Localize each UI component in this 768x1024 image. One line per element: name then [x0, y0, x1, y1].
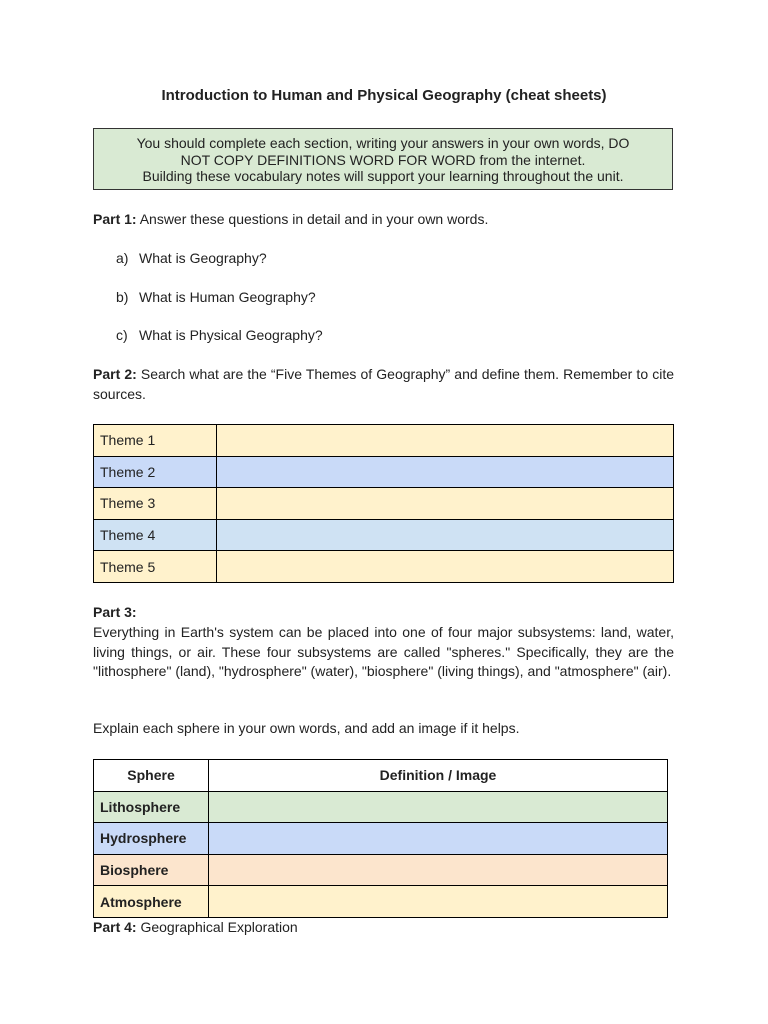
- table-row: [94, 551, 674, 583]
- table-header-row: [94, 760, 668, 792]
- theme-answer-cell[interactable]: [217, 425, 674, 457]
- question-b: [116, 289, 316, 305]
- theme-answer-cell[interactable]: [217, 456, 674, 488]
- question-text: What is Physical Geography?: [139, 327, 323, 343]
- table-row: [94, 823, 668, 855]
- sphere-label: Biosphere: [94, 854, 209, 886]
- theme-label: Theme 3: [94, 488, 217, 520]
- page-title: Introduction to Human and Physical Geography (cheat sheets): [161, 87, 607, 104]
- part3-heading: [93, 603, 674, 623]
- table-row: [94, 425, 674, 457]
- theme-label: Theme 5: [94, 551, 217, 583]
- theme-answer-cell[interactable]: [217, 519, 674, 551]
- question-letter: b): [116, 289, 129, 305]
- table-row: [94, 519, 674, 551]
- sphere-label: Atmosphere: [94, 886, 209, 918]
- part3-description: Everything in Earth's system can be placed into one of four major subsystems: land, water, living things, or air. These four subsystems are called "spheres." Specifically, they are the "lithosphere" (land), "hydrosphere" (water), "biosphere" (living things), and "atmosphere" (air).: [93, 624, 674, 679]
- column-header-definition: Definition / Image: [209, 760, 668, 792]
- instructions-line-2: NOT COPY DEFINITIONS WORD FOR WORD from the internet.: [180, 151, 586, 168]
- table-row: [94, 886, 668, 918]
- question-text: What is Geography?: [139, 250, 267, 266]
- part3-label: Part 3:: [93, 604, 137, 620]
- theme-label: Theme 4: [94, 519, 217, 551]
- instructions-line-1: You should complete each section, writing your answers in your own words, DO: [136, 135, 630, 151]
- sphere-answer-cell[interactable]: [209, 823, 668, 855]
- part4-label: Part 4:: [93, 919, 137, 935]
- sphere-label: Lithosphere: [94, 791, 209, 823]
- part3-instruction: Explain each sphere in your own words, and add an image if it helps.: [93, 720, 520, 736]
- theme-label: Theme 1: [94, 425, 217, 457]
- table-row: [94, 854, 668, 886]
- sphere-answer-cell[interactable]: [209, 854, 668, 886]
- part1-text: Answer these questions in detail and in your own words.: [136, 211, 489, 227]
- question-letter: a): [116, 250, 129, 266]
- question-text: What is Human Geography?: [139, 289, 316, 305]
- part1-label: Part 1:: [93, 211, 137, 227]
- question-letter: c): [116, 327, 128, 343]
- part2-heading: [93, 365, 674, 404]
- themes-table: [93, 424, 674, 583]
- sphere-answer-cell[interactable]: [209, 886, 668, 918]
- table-row: [94, 488, 674, 520]
- sphere-answer-cell[interactable]: [209, 791, 668, 823]
- table-row: [94, 456, 674, 488]
- theme-answer-cell[interactable]: [217, 551, 674, 583]
- spheres-table: [93, 759, 668, 918]
- part2-label: Part 2:: [93, 366, 137, 382]
- sphere-label: Hydrosphere: [94, 823, 209, 855]
- part4-heading: [93, 918, 674, 938]
- table-row: [94, 791, 668, 823]
- part4-text: Geographical Exploration: [136, 919, 298, 935]
- instructions-line-3: Building these vocabulary notes will support your learning throughout the unit.: [142, 168, 624, 184]
- theme-label: Theme 2: [94, 456, 217, 488]
- part1-heading: [93, 210, 674, 230]
- theme-answer-cell[interactable]: [217, 488, 674, 520]
- instructions-box: [93, 128, 673, 190]
- question-c: [116, 327, 323, 343]
- column-header-sphere: Sphere: [94, 760, 209, 792]
- part2-text: Search what are the “Five Themes of Geography” and define them. Remember to cite sources.: [93, 366, 674, 402]
- question-a: [116, 250, 267, 266]
